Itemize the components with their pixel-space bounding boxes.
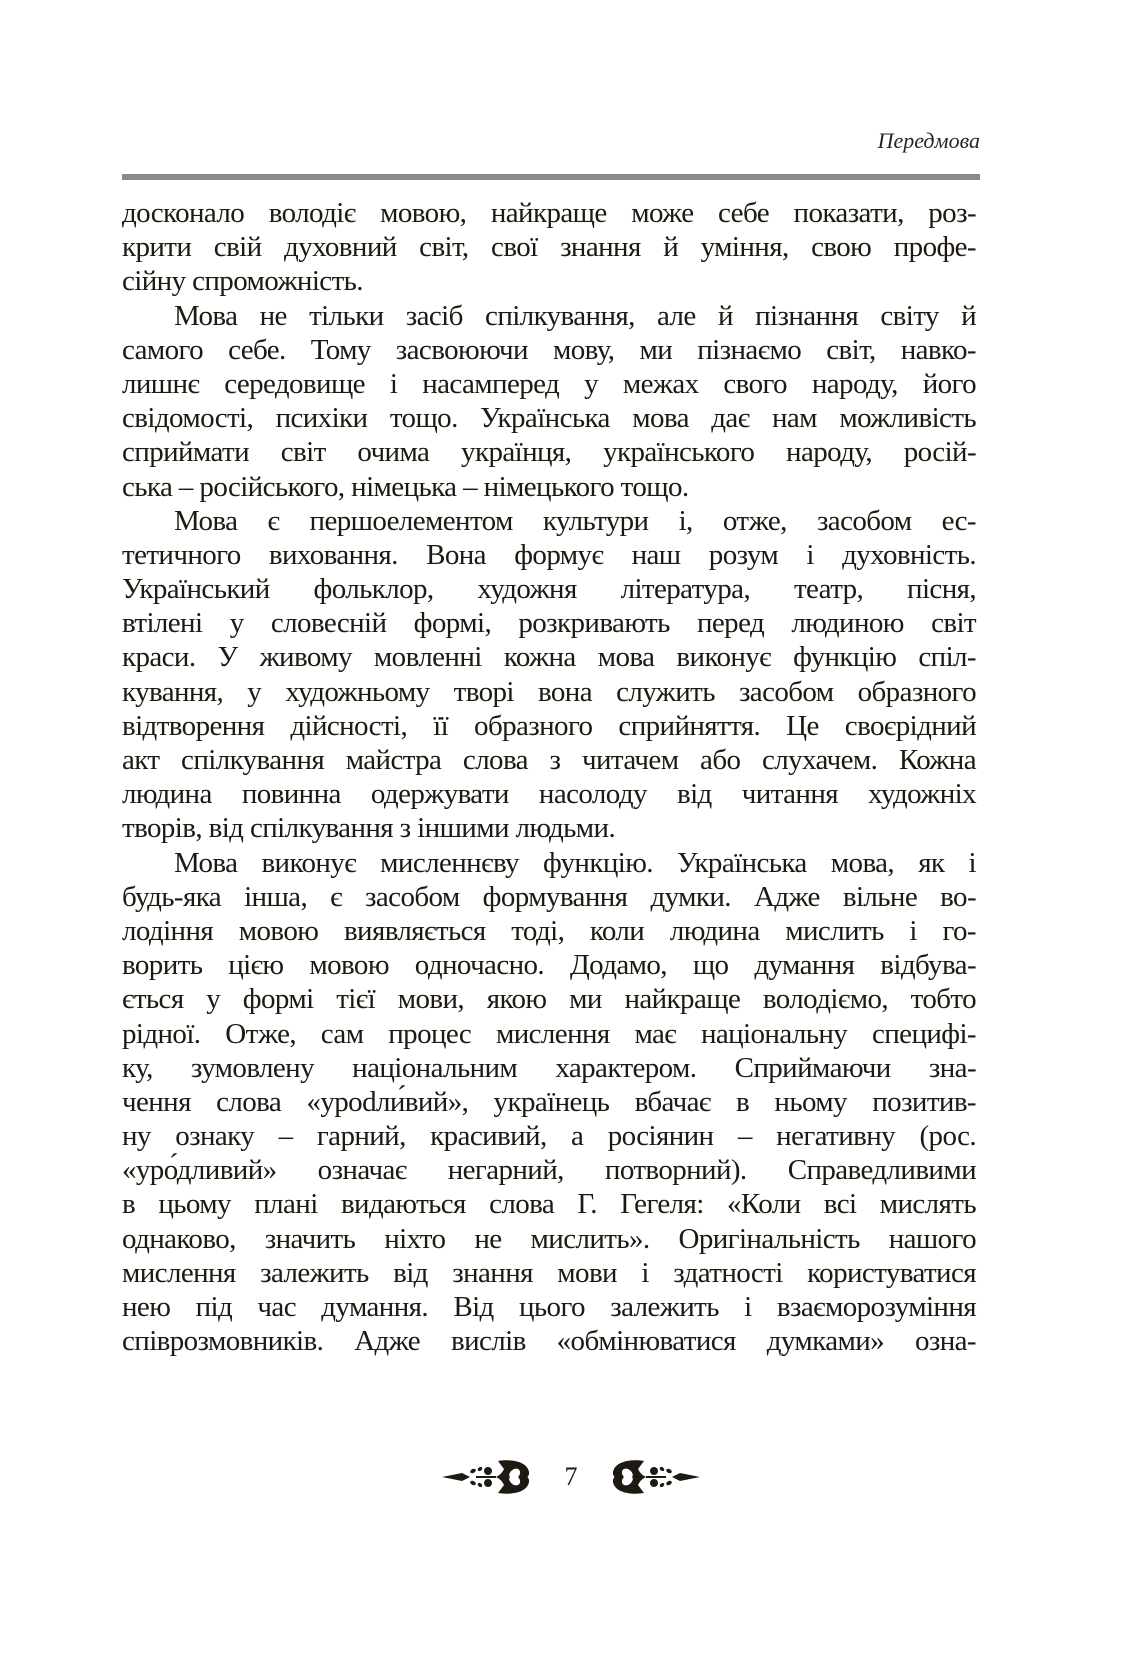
text-line: акт спілкування майстра слова з читачем або слухачем. Кожна <box>122 744 976 776</box>
floral-ornament-right-icon <box>610 1457 702 1497</box>
paragraph <box>122 504 976 846</box>
text-line: досконало володіє мовою, найкраще може себе показати, роз- <box>122 197 976 229</box>
text-line: ворить цією мовою одночасно. Додамо, що думання відбува- <box>122 949 976 982</box>
text-line: ку, зумовлену національним характером. Сприймаючи зна- <box>122 1051 976 1084</box>
paragraph <box>122 196 976 299</box>
text-line: Мова є першоелементом культури і, отже, засобом ес- <box>174 504 976 537</box>
paragraph <box>122 846 976 1359</box>
text-line: творів, від спілкування з іншими людьми. <box>122 812 616 845</box>
floral-ornament-left-icon <box>440 1457 532 1497</box>
text-line: Український фольклор, художня література, театр, пісня, <box>122 573 976 606</box>
text-line: ється у формі тієї мови, якою ми найкраще володіємо, тобто <box>122 983 976 1016</box>
text-line: будь-яка інша, є засобом формування думки. Адже вільне во- <box>122 880 976 913</box>
text-line: в цьому плані видаються слова Г. Гегеля: «Коли всі мислять <box>122 1188 976 1221</box>
text-line: нею під час думання. Від цього залежить і взаєморозуміння <box>122 1291 976 1323</box>
text-line: втілені у словесній формі, розкривають перед людиною світ <box>122 607 976 640</box>
text-line: крити свій духовний світ, свої знання й уміння, свою профе- <box>122 231 976 264</box>
text-line: однаково, значить ніхто не мислить». Оригінальність нашого <box>122 1222 976 1255</box>
text-line: мислення залежить від знання мови і здатності користуватися <box>122 1256 976 1289</box>
text-line: співрозмовників. Адже вислів «обмінюватися думками» озна- <box>122 1325 976 1358</box>
running-header-title: Передмова <box>877 128 980 153</box>
header-rule <box>122 174 980 180</box>
text-line: ська – російського, німецька – німецького тощо. <box>122 470 689 503</box>
text-line: кування, у художньому творі вона служить засобом образного <box>122 675 976 708</box>
text-line: Мова не тільки засіб спілкування, але й пізнання світу й <box>174 299 976 332</box>
body-text <box>122 196 976 1358</box>
text-line: лишнє середовище і насамперед у межах свого народу, його <box>122 367 976 400</box>
text-line: свідомості, психіки тощо. Українська мова дає нам можливість <box>122 402 976 435</box>
text-line: самого себе. Тому засвоюючи мову, ми пізнаємо світ, навко- <box>122 333 976 366</box>
text-line: сійну спроможність. <box>122 265 363 298</box>
text-line: краси. У живому мовленні кожна мова виконує функцію спіл- <box>122 641 976 674</box>
text-line: сприймати світ очима українця, українського народу, росій- <box>122 436 976 469</box>
text-line: людина повинна одержувати насолоду від читання художніх <box>122 778 976 811</box>
text-line: «уро́дливий» означає негарний, потворний). Справедливими <box>122 1154 976 1187</box>
text-line: чення слова «уроdли́вий», українець вбачає в ньому позитив- <box>122 1085 976 1118</box>
text-line: лодіння мовою виявляється тоді, коли людина мислить і го- <box>122 914 976 947</box>
text-line: рідної. Отже, сам процес мислення має національну специфі- <box>122 1017 976 1050</box>
page-number: 7 <box>564 1462 578 1491</box>
text-line: ну ознаку – гарний, красивий, а росіянин – негативну (рос. <box>122 1120 976 1153</box>
text-line: відтворення дійсності, її образного сприйняття. Це своєрідний <box>122 709 976 742</box>
text-line: Мова виконує мисленнєву функцію. Українська мова, як і <box>174 846 976 879</box>
paragraph <box>122 299 976 504</box>
page-footer <box>0 1452 1142 1502</box>
text-line: тетичного виховання. Вона формує наш розум і духовність. <box>122 538 976 571</box>
